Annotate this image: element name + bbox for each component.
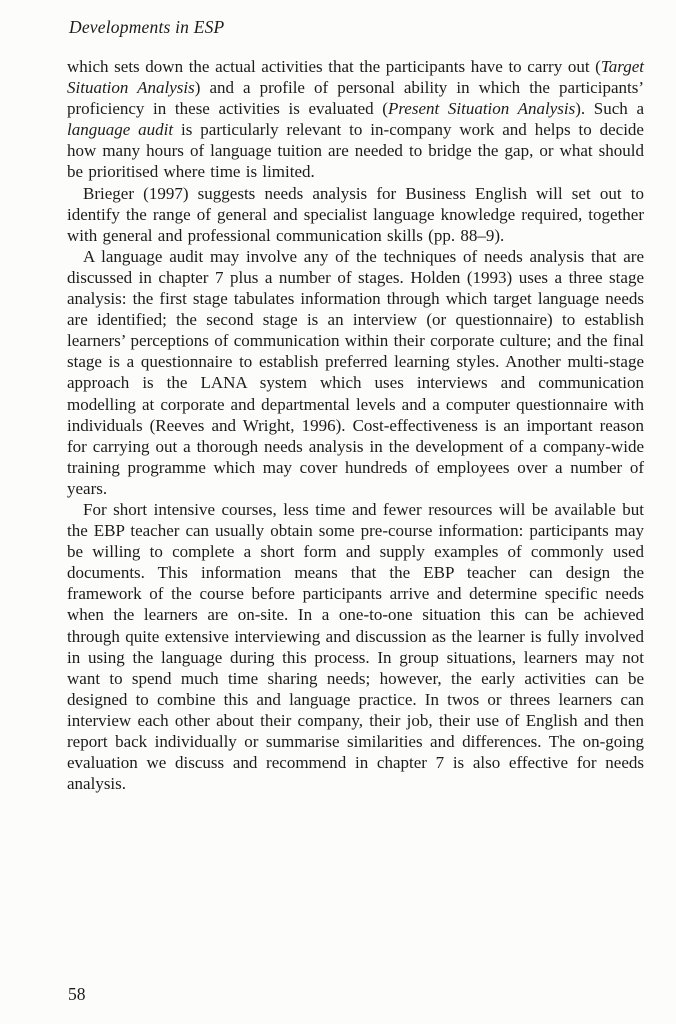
page-number: 58: [68, 984, 86, 1004]
paragraph: [67, 183, 644, 246]
italic-text-run: language audit: [67, 120, 174, 140]
body-text: [67, 56, 644, 794]
text-run: For short intensive courses, less time and fewer resources will be available but the EBP teacher can usually obtain some pre-course information: participants may be willing to complete a short form and supply examples of commonly used documents. This information means that the EBP teacher can design the framework of the course before participants arrive and determine specific needs when the learners are on-site. In a one-to-one situation this can be achieved through quite extensive interviewing and discussion as the learner is fully involved in using the language during this process. In group situations, learners may not want to spend much time sharing needs; however, the early activities can be designed to combine this and language practice. In twos or threes learners can interview each other about their company, their job, their use of English and then report back individually or summarise similarities and differences. The on-going evaluation we discuss and recommend in chapter 7 is also effective for needs analysis.: [67, 499, 644, 794]
italic-text-run: Present Situation Analysis: [387, 99, 576, 119]
text-run: A language audit may involve any of the techniques of needs analysis that are discussed in chapter 7 plus a number of stages. Holden (1993) uses a three stage analysis: the first stage tabulates information through which target language needs are identified; the second stage is an interview (or questionnaire) to establish learners’ perceptions of communication within their corporate culture; and the final stage is a questionnaire to establish preferred learning styles. Another multi-stage approach is the LANA system which uses interviews and communication modelling at corporate and departmental levels and a computer questionnaire with individuals (Reeves and Wright, 1996). Cost-effectiveness is an important reason for carrying out a thorough needs analysis in the development of a company-wide training programme which may cover hundreds of employees over a number of years.: [67, 246, 644, 498]
paragraph: [67, 499, 644, 794]
text-run: which sets down the actual activities that the participants have to carry out (: [67, 57, 601, 76]
running-header: Developments in ESP: [69, 17, 225, 37]
paragraph: [67, 246, 644, 499]
text-run: is particularly relevant to in-company work and helps to decide how many hours of language tuition are needed to bridge the gap, or what should be prioritised where time is limited.: [67, 120, 644, 182]
text-run: ) and a profile of personal ability in which the participants’ proficiency in these activities is evaluated (: [67, 78, 644, 119]
text-run: ). Such a: [575, 99, 644, 119]
italic-text-run: Target Situation Analysis: [67, 57, 644, 98]
text-run: Brieger (1997) suggests needs analysis for Business English will set out to identify the range of general and specialist language knowledge required, together with general and professional communication skills (pp. 88–9).: [67, 183, 644, 245]
paragraph: [67, 56, 644, 183]
